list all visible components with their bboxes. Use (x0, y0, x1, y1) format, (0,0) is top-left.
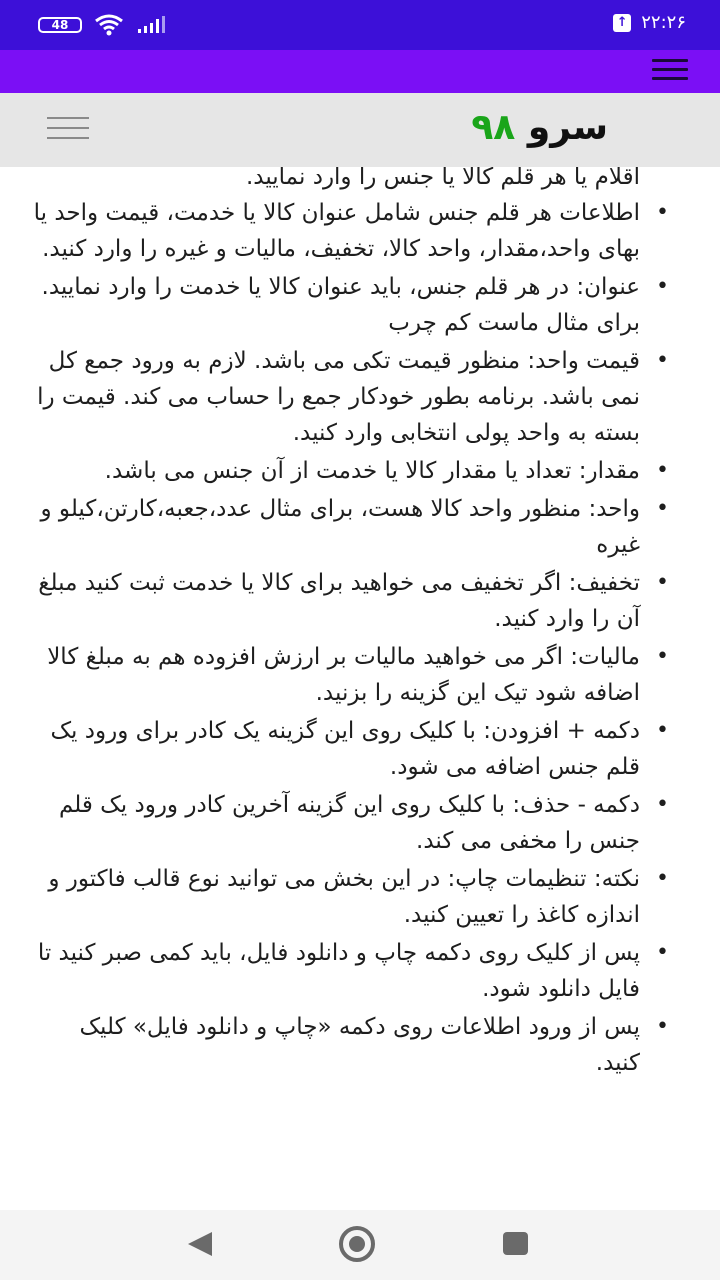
list-item: • قیمت واحد: منظور قیمت تکی می باشد. لازم به ورود جمع کل نمی باشد. برنامه بطور خودکار جمع را حساب می کند. قیمت را بسته به واحد پولی انتخابی وارد کنید. (30, 343, 678, 451)
list-item: • دکمه - حذف: با کلیک روی این گزینه آخرین کادر ورود یک قلم جنس را مخفی می کند. (30, 787, 678, 859)
wifi-icon (94, 14, 124, 36)
list-item: • مالیات: اگر می خواهید مالیات بر ارزش افزوده هم به مبلغ کالا اضافه شود تیک این گزینه را بزنید. (30, 639, 678, 711)
status-right (613, 12, 686, 33)
continuation-text: اقلام یا هر قلم کالا یا جنس را وارد نمایید. (245, 167, 640, 190)
menu-icon[interactable] (652, 59, 688, 83)
home-icon[interactable] (339, 1226, 375, 1262)
logo-number: ۹۸ (471, 107, 516, 148)
list-item: • پس از کلیک روی دکمه چاپ و دانلود فایل، باید کمی صبر کنید تا فایل دانلود شود. (30, 935, 678, 1007)
navigation-bar (0, 1210, 720, 1280)
site-header (0, 93, 720, 167)
signal-icon (136, 15, 166, 35)
upload-icon: ↑ (613, 14, 631, 32)
hamburger-menu-icon[interactable] (47, 117, 89, 141)
list-item: • عنوان: در هر قلم جنس، باید عنوان کالا یا خدمت را وارد نمایید. برای مثال ماست کم چرب (30, 269, 678, 341)
logo-word: سرو (527, 107, 608, 148)
list-item: • مقدار: تعداد یا مقدار کالا یا خدمت از آن جنس می باشد. (30, 453, 678, 489)
help-list (30, 195, 678, 1081)
list-item: • تخفیف: اگر تخفیف می خواهید برای کالا یا خدمت ثبت کنید مبلغ آن را وارد کنید. (30, 565, 678, 637)
site-logo[interactable] (471, 107, 608, 148)
status-bar (0, 0, 720, 50)
list-item: • واحد: منظور واحد کالا هست، برای مثال عدد،جعبه،کارتن،کیلو و غیره (30, 491, 678, 563)
list-item: • پس از ورود اطلاعات روی دکمه «چاپ و دانلود فایل» کلیک کنید. (30, 1009, 678, 1081)
recent-apps-icon[interactable] (503, 1232, 528, 1255)
list-item: • اطلاعات هر قلم جنس شامل عنوان کالا یا خدمت، قیمت واحد یا بهای واحد،مقدار، واحد کالا، تخفیف، مالیات و غیره را وارد کنید. (30, 195, 678, 267)
status-left (38, 14, 166, 36)
help-content-inner (30, 167, 678, 1083)
list-item: • نکته: تنظیمات چاپ: در این بخش می توانید نوع قالب فاکتور و اندازه کاغذ را تعیین کنید. (30, 861, 678, 933)
clock: ۲۲:۲۶ (641, 12, 686, 33)
back-icon[interactable] (188, 1232, 212, 1256)
list-item: • دکمه + افزودن: با کلیک روی این گزینه یک کادر برای ورود یک قلم جنس اضافه می شود. (30, 713, 678, 785)
help-content (0, 167, 720, 1210)
battery-icon: 48 (38, 17, 82, 33)
app-bar (0, 50, 720, 93)
